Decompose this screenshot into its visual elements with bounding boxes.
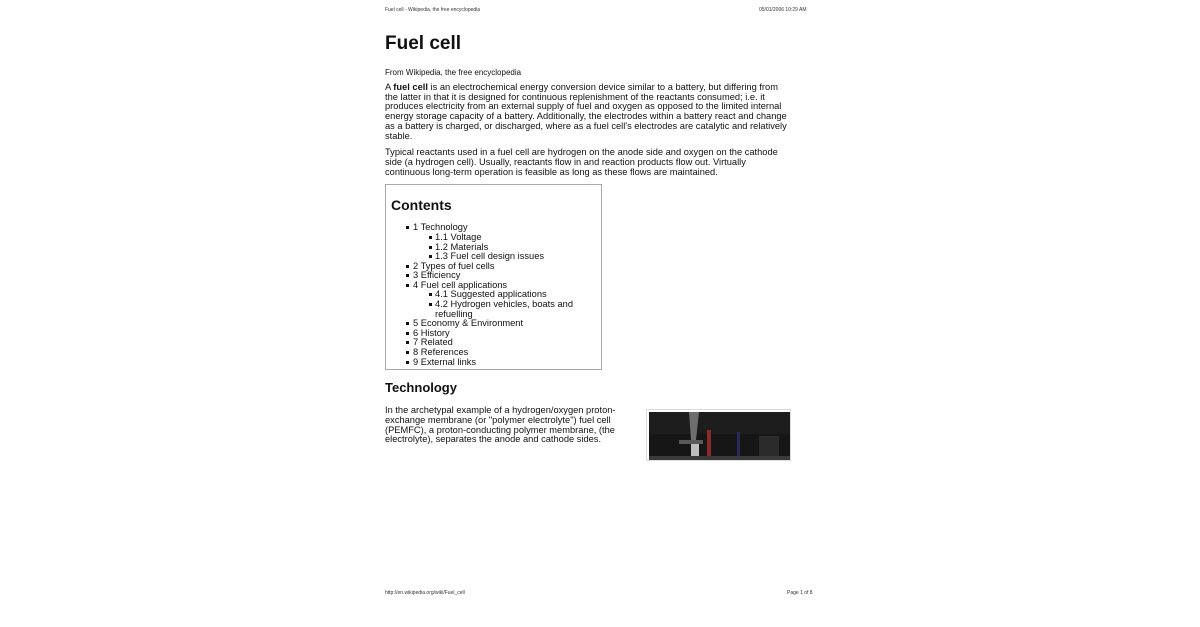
toc-item-label: 3 Efficiency: [413, 270, 461, 281]
technology-section: [385, 406, 795, 445]
table-of-contents: [385, 184, 602, 370]
toc-item-label: 1.2 Materials: [435, 241, 489, 252]
page-title: Fuel cell: [385, 33, 462, 54]
print-header-datetime: 05/01/2006 10:29 AM: [759, 7, 807, 13]
toc-item-label: 1.1 Voltage: [435, 231, 482, 242]
bullet-icon: [406, 332, 409, 335]
fuel-cell-image-thumbnail[interactable]: [646, 409, 791, 461]
toc-item-label: 9 External links: [413, 356, 477, 367]
toc-item-label: 8 References: [413, 347, 469, 358]
article: [385, 30, 795, 445]
bullet-icon: [429, 293, 432, 296]
bullet-icon: [406, 322, 409, 325]
toc-title: Contents: [391, 197, 452, 214]
toc-item-label: 6 History: [413, 327, 450, 338]
print-footer-page-number: Page 1 of 8: [787, 590, 813, 596]
print-header-title: Fuel cell - Wikipedia, the free encyclopedia: [385, 7, 481, 13]
toc-item-external-links[interactable]: [413, 358, 601, 368]
bullet-icon: [406, 274, 409, 277]
intro-paragraph: [385, 83, 793, 141]
bullet-icon: [429, 246, 432, 249]
toc-item-label: 4 Fuel cell applications: [413, 279, 508, 290]
print-footer-url: http://en.wikipedia.org/wiki/Fuel_cell: [385, 590, 465, 596]
toc-item-hydrogen-vehicles[interactable]: [413, 300, 601, 319]
bullet-icon: [406, 361, 409, 364]
bullet-icon: [406, 341, 409, 344]
intro-bold-term: fuel cell: [393, 82, 428, 92]
bullet-icon: [406, 226, 409, 229]
second-paragraph: Typical reactants used in a fuel cell are hydrogen on the anode side and oxygen on the cathode side (a hydrogen cell). Usually, reactants flow in and reaction products flow out. Virtually continuous long-term operation is feasible as long as these flows are maintained.: [385, 147, 778, 177]
section-heading-technology: Technology: [385, 380, 457, 396]
bullet-icon: [406, 284, 409, 287]
fuel-cell-photo: [649, 412, 790, 460]
bullet-icon: [429, 255, 432, 258]
bullet-icon: [429, 303, 432, 306]
bullet-icon: [406, 351, 409, 354]
toc-item-label: 4.2 Hydrogen vehicles, boats and refuelling: [435, 299, 573, 319]
technology-paragraph: In the archetypal example of a hydrogen/oxygen proton-exchange membrane (or "polymer electrolyte") fuel cell (PEMFC), a proton-conducting polymer membrane, (the electrolyte), separates the anode and cathode sides.: [385, 405, 616, 445]
toc-item-label: 7 Related: [413, 337, 453, 348]
toc-item-label: 4.1 Suggested applications: [435, 289, 547, 300]
article-source-line: From Wikipedia, the free encyclopedia: [385, 68, 522, 77]
intro-text: is an electrochemical energy conversion device similar to a battery, but differing from the latter in that it is designed for continuous replenishment of the reactants consumed; i.e. it produces electricity from an external supply of fuel and oxygen as opposed to the limited internal energy storage capacity of a battery. Additionally, the electrodes within a battery react and change as a battery is charged, or discharged, where as a fuel cell's electrodes are catalytic and relatively stable.: [385, 82, 787, 141]
intro-lead-word: A: [385, 82, 391, 92]
toc-list: [391, 223, 601, 367]
toc-item-label: 1 Technology: [413, 222, 468, 233]
toc-item-label: 5 Economy & Environment: [413, 318, 524, 329]
toc-item-label: 2 Types of fuel cells: [413, 260, 495, 271]
fuel-cell-photo-graphic: [649, 412, 790, 460]
bullet-icon: [429, 236, 432, 239]
toc-item-label: 1.3 Fuel cell design issues: [435, 251, 545, 262]
bullet-icon: [406, 265, 409, 268]
